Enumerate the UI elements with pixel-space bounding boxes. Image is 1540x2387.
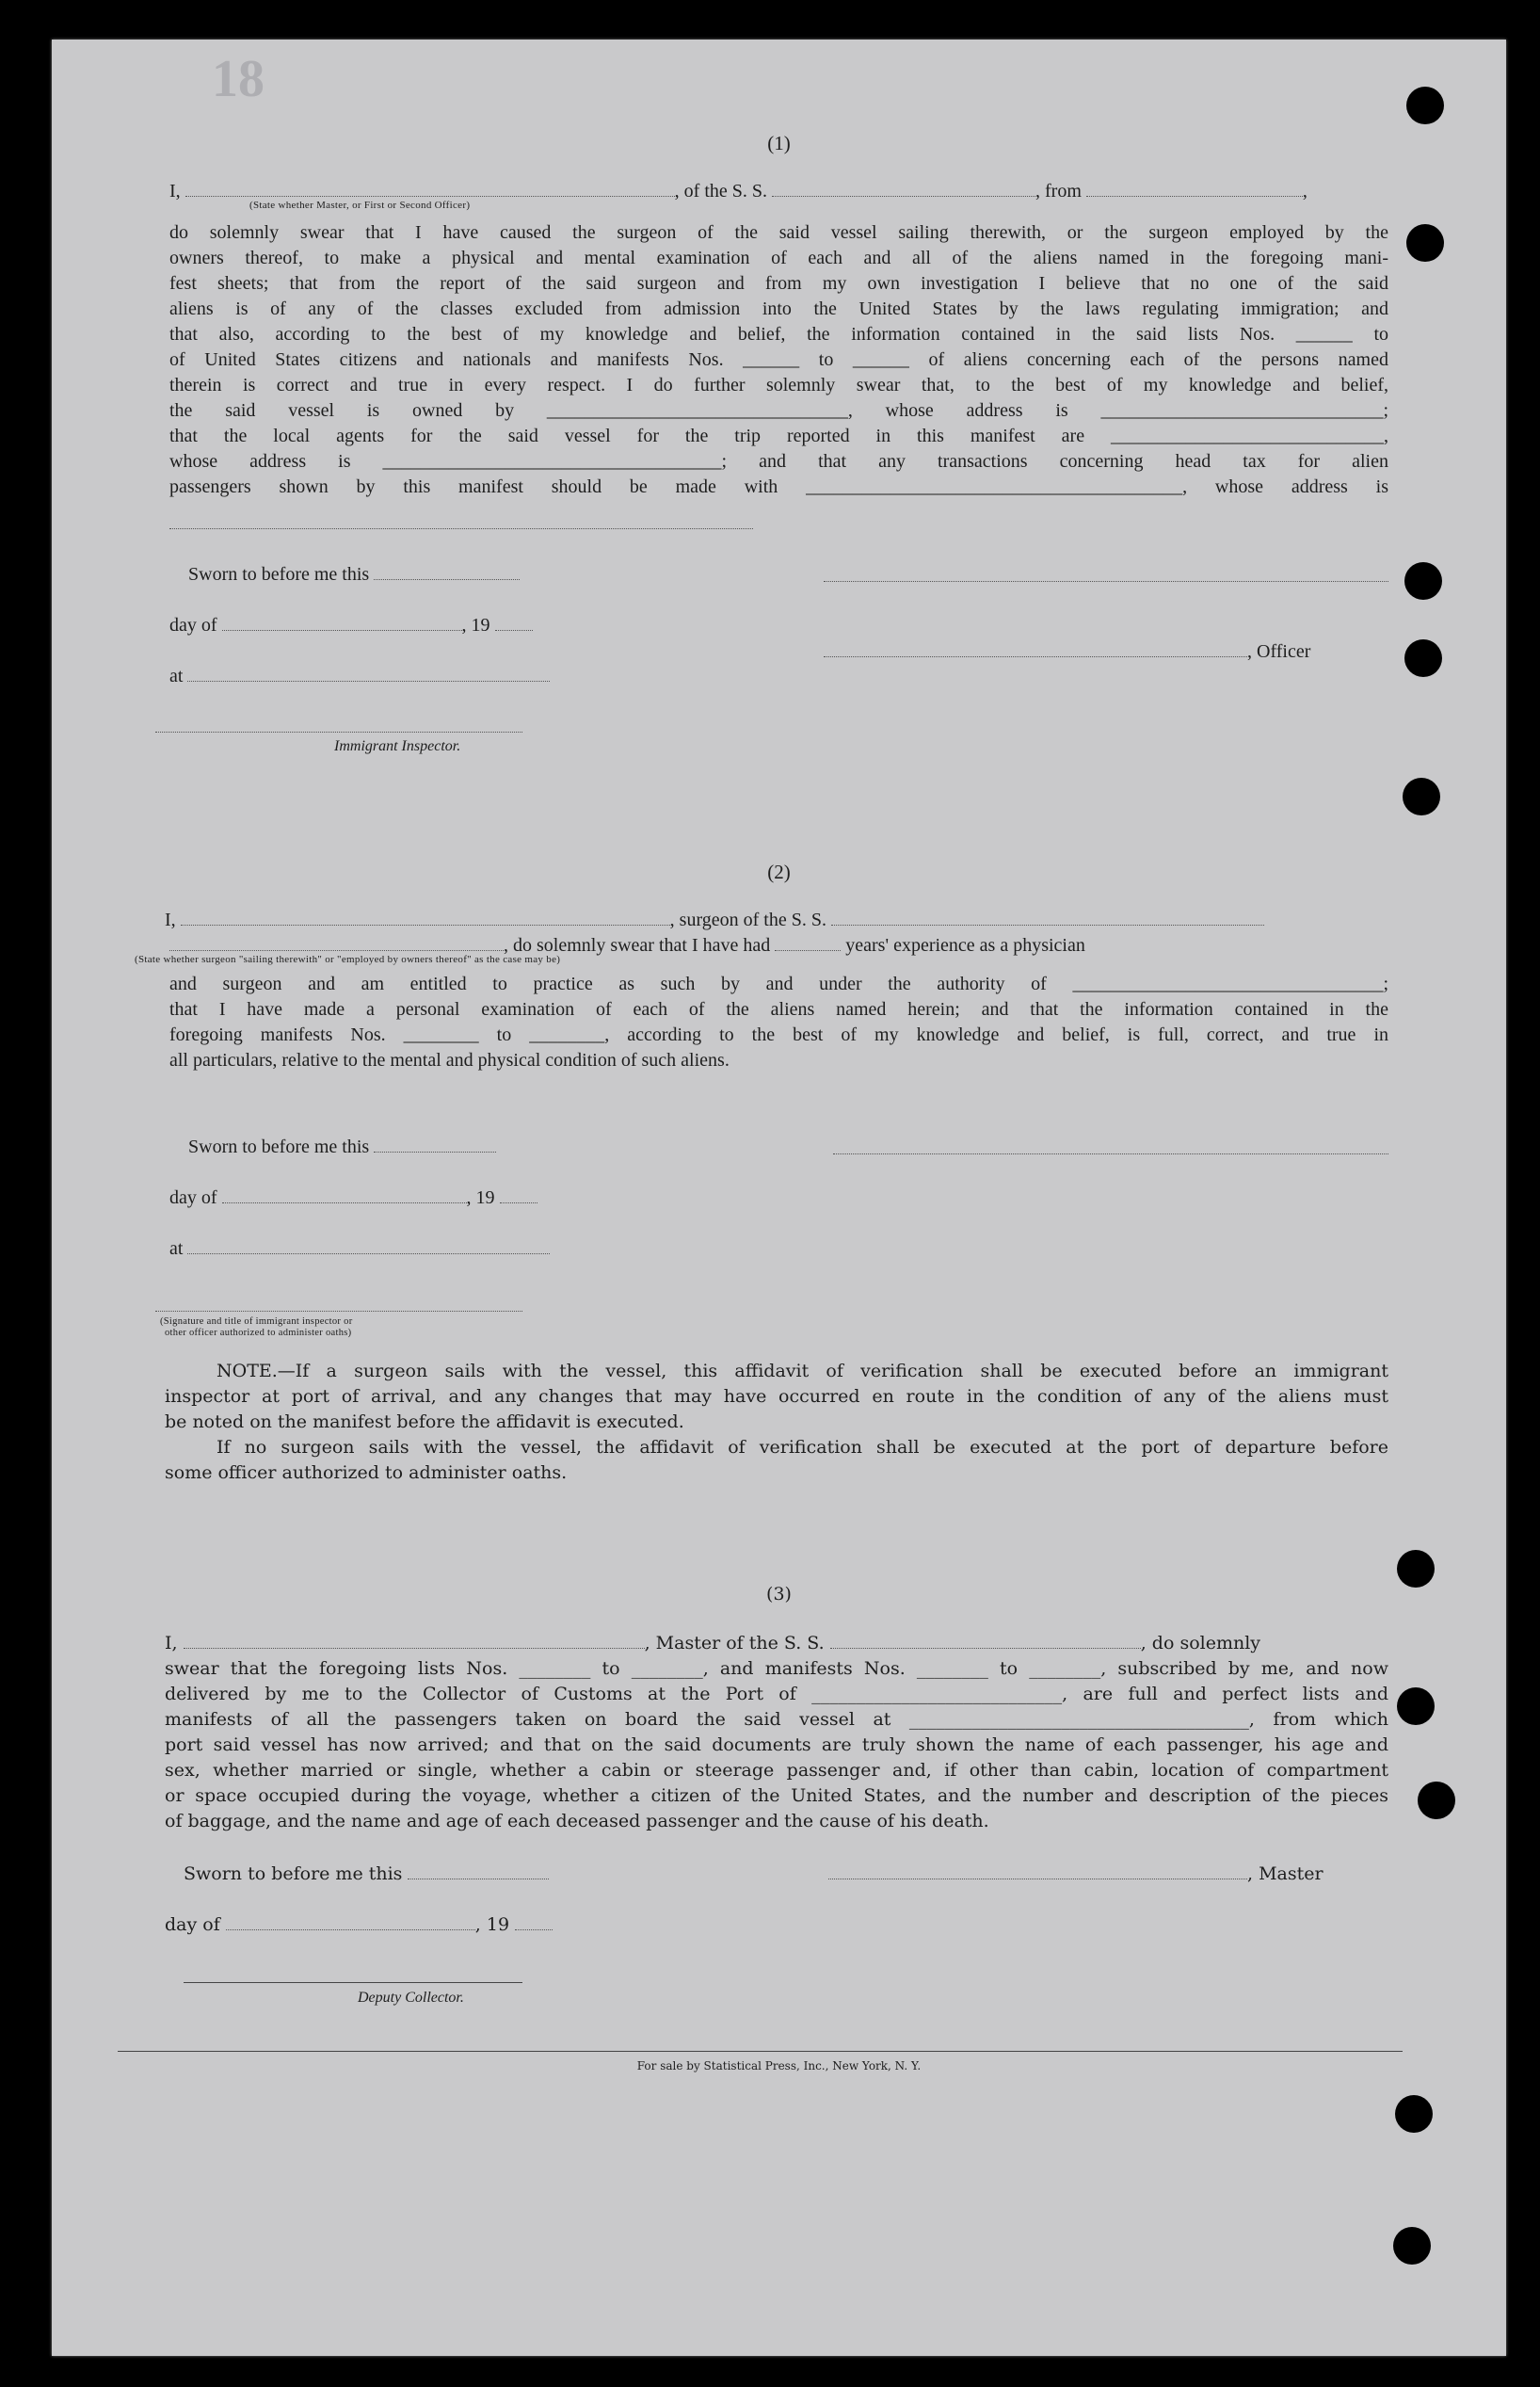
section-1-signature-line xyxy=(824,581,1388,582)
section-2-day-of: day of , 19 xyxy=(169,1185,537,1209)
manifest-affidavit-page: 18 (1) I, , of the S. S. , from , (State whether Master, or First or Second Officer) do solemnly swear that I have caused the surgeon of the said vessel sailing therewith, or the surgeon employed by the owners thereof, to make a physical and mental examination of each and all of the aliens named in the foregoing mani- fest sheets; that from the report of the said surgeon and from my own investigation I believe that no one of the said aliens is of any of the classes excluded from admission into the United States by the laws regulating immigration; and that also, according to the best of my knowledge and belief, the information contained in the said lists Nos. ______ to of United States citizens and nationals and manifests Nos. ______ to ______ of aliens concerning each of the persons named therein is correct and true in every respect. I do further solemnly swear that, to the best of my knowledge and belief, the said vessel is owned by ________________________________, whose address is ______________________________; that the local agents for the said vessel for the trip reported in this manifest are _____________________________, whose address is ____________________________________; and that any transactions concerning head tax for alien passengers shown by this manifest should be made with ________________________________________, whose address is Sworn to before me this day of , 19 , Officer at Immigrant Inspector. (2) I, , surgeon of the S. S. , do solemnly swear that I have had years' experience as a physician (State whether surgeon "sailing therewith" or "employed by owners thereof" as the case may be) and surgeon and am entitled to practice as such by and under the authority of _________________________________; that I have made a personal examination of each of the aliens named herein; and that the information contained in the foregoing manifests Nos. ________ to ________, according to the best of my knowledge and belief, is full, correct, and true in all particulars, relative to the mental and physical condition of such aliens. Sworn to before me this day of , 19 at (Signature and title of immigrant inspector or other officer authorized to administer oaths) NOTE.—If a surgeon sails with the vessel, this affidavit of verification shall be executed before an immigrant inspector at port of arrival, and any changes that may have occurred en route in the condition of any of the aliens must be noted on the manifest before the affidavit is executed. If no surgeon sails with the vessel, the affidavit of verification shall be executed at the port of departure before some officer authorized to administer oaths. (3) I, , Master of the S. S. , do solemnly swear that the foregoing lists Nos. ________ to ________, and manifests Nos. ________ to ________, subscribed by me, and now delivered by me to the Collector of Customs at the Port of ____________________________, are full and perfect lists and manifests of all the passengers taken on board the said vessel at ______________________________________, from which port said vessel has now arrived; and that on the said documents are truly shown the name of each passenger, his age and sex, whether married or single, whether a cabin or steerage passenger and, if other than cabin, location of compartment or space occupied during the voyage, whether a citizen of the United States, and the number and description of the pieces of baggage, and the name and age of each deceased passenger and the cause of his death. Sworn to before me this , Master day of , 19 Deputy Collector. For sale by Statistical Press, Inc., New York, N. Y. xyxy=(52,40,1506,2356)
binder-hole xyxy=(1404,562,1442,600)
inspector-signature-line xyxy=(155,732,522,733)
surgeon-type-note: (State whether surgeon "sailing therewith" or "employed by owners thereof" as the case may be) xyxy=(135,954,561,965)
officer-signature: , Officer xyxy=(824,639,1310,663)
binder-hole xyxy=(1397,1550,1435,1588)
inspector-label: Immigrant Inspector. xyxy=(334,738,461,754)
section-3-day-of: day of , 19 xyxy=(165,1912,553,1935)
binder-hole xyxy=(1397,1687,1435,1725)
section-1-at: at xyxy=(169,664,550,687)
section-3-sworn: Sworn to before me this xyxy=(184,1862,549,1884)
oath-administrator-signature-line xyxy=(155,1311,522,1312)
section-1-day-of: day of , 19 xyxy=(169,613,533,637)
section-2-at: at xyxy=(169,1236,550,1260)
collector-signature-line xyxy=(184,1982,522,1983)
signature-title-note-2: other officer authorized to administer oaths) xyxy=(165,1328,352,1338)
section-1-heading: (1) xyxy=(767,132,791,154)
printer-footer: For sale by Statistical Press, Inc., New York, N. Y. xyxy=(636,2059,922,2072)
binder-hole xyxy=(1406,224,1444,262)
faded-page-number-stamp: 18 xyxy=(212,50,265,108)
officer-rank-note: (State whether Master, or First or Second Officer) xyxy=(249,200,471,211)
section-2-heading: (2) xyxy=(767,861,791,883)
master-signature: , Master xyxy=(828,1862,1323,1884)
binder-hole xyxy=(1403,778,1440,815)
binder-hole xyxy=(1418,1782,1455,1819)
binder-hole xyxy=(1404,639,1442,677)
section-3-heading: (3) xyxy=(766,1584,792,1605)
section-2-second-line: , do solemnly swear that I have had years' experience as a physician xyxy=(169,933,1393,957)
surgeon-signature-line xyxy=(833,1153,1388,1154)
section-2-sworn: Sworn to before me this xyxy=(188,1135,496,1158)
binder-hole xyxy=(1406,87,1444,124)
signature-title-note-1: (Signature and title of immigrant inspector or xyxy=(160,1316,353,1327)
section-1-first-line: I, , of the S. S. , from , xyxy=(169,181,1307,202)
section-1-sworn: Sworn to before me this xyxy=(188,562,520,586)
section-3-first-line: I, , Master of the S. S. , do solemnly xyxy=(165,1633,1261,1653)
section-2-first-line: I, , surgeon of the S. S. xyxy=(165,908,1393,931)
binder-hole xyxy=(1393,2227,1431,2265)
footer-rule xyxy=(118,2051,1403,2052)
binder-hole xyxy=(1395,2095,1433,2133)
collector-label: Deputy Collector. xyxy=(358,1990,464,2006)
address-continuation-line xyxy=(169,528,753,529)
